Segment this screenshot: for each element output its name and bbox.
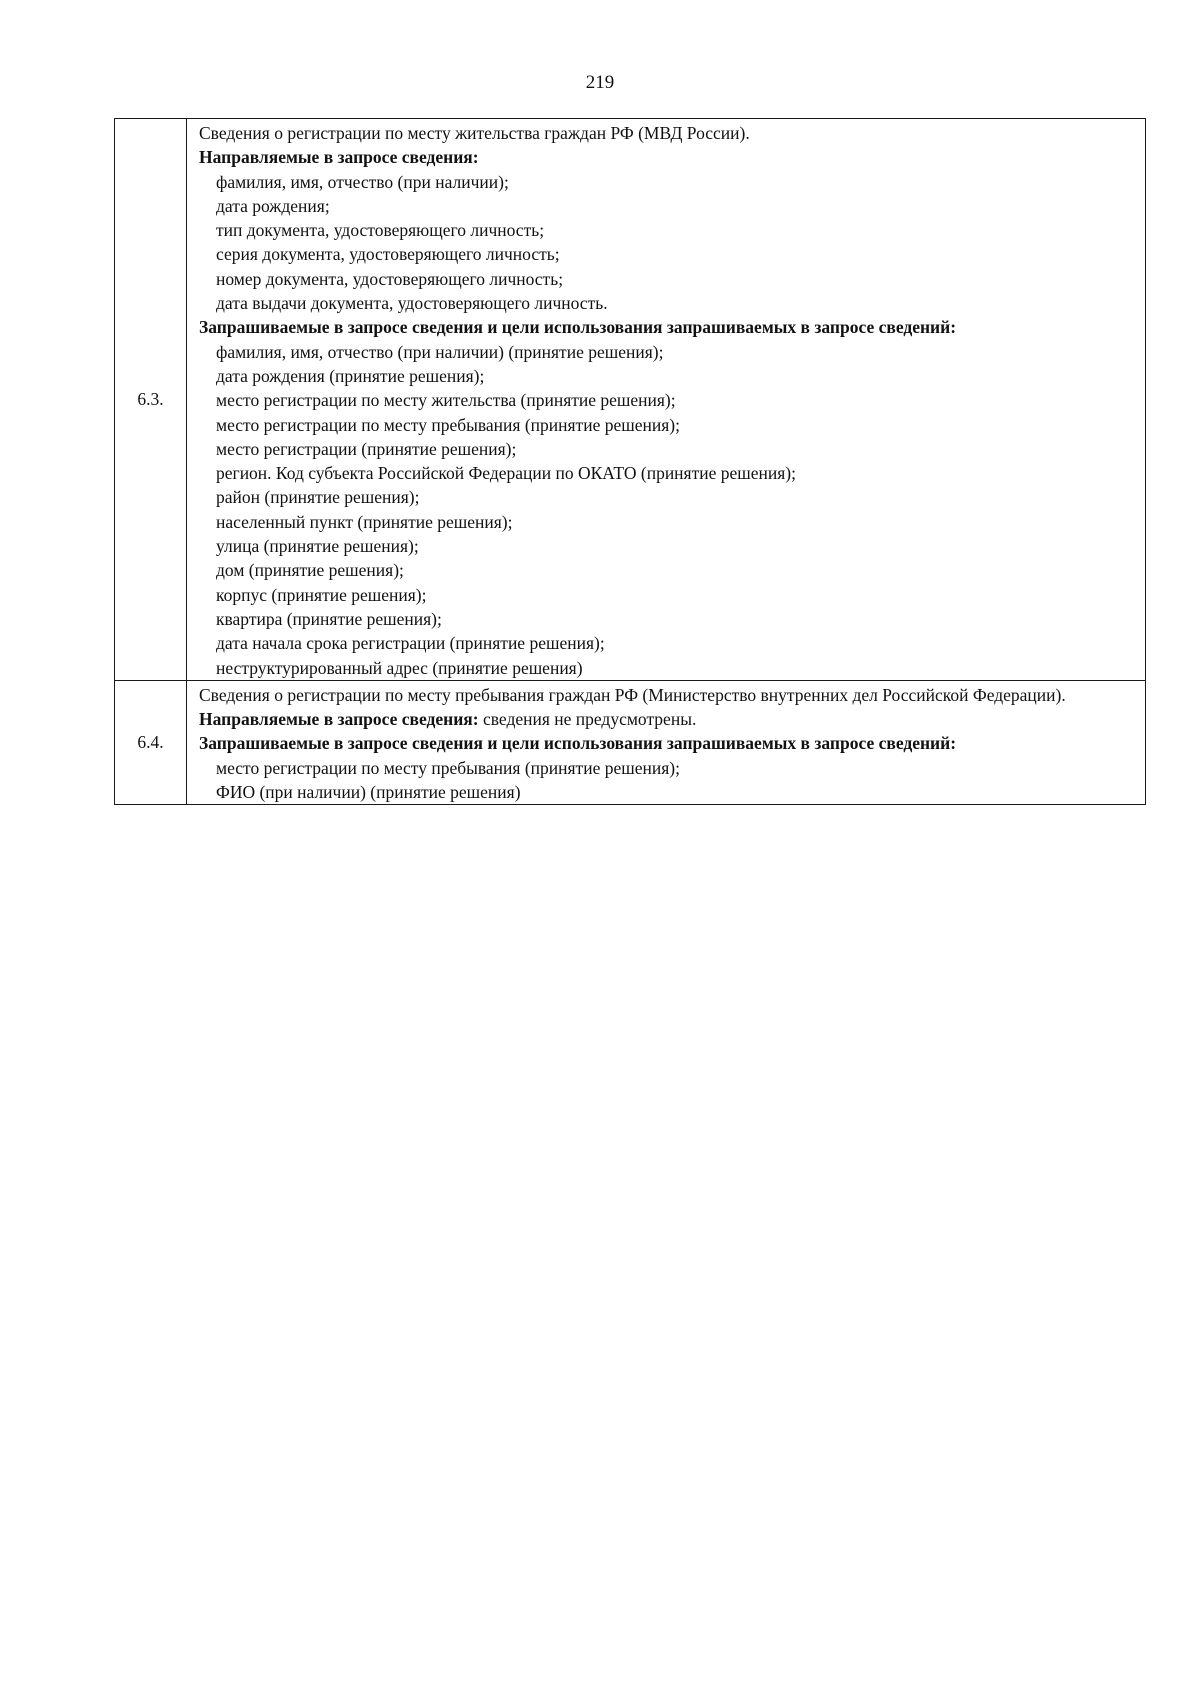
row-content — [187, 680, 1146, 804]
sent-note: сведения не предусмотрены. — [478, 709, 697, 730]
row-content — [187, 119, 1146, 681]
list-item: ФИО (при наличии) (принятие решения) — [216, 782, 521, 803]
list-item: корпус (принятие решения); — [216, 584, 427, 605]
requested-heading: Запрашиваемые в запросе сведения и цели использования запрашиваемых в запросе сведений: — [199, 733, 957, 754]
list-item: улица (принятие решения); — [216, 536, 419, 557]
list-item: населенный пункт (принятие решения); — [216, 511, 513, 532]
info-table — [114, 118, 1146, 805]
list-item: место регистрации (принятие решения); — [216, 438, 517, 459]
sent-heading: Направляемые в запросе сведения: — [199, 147, 479, 168]
list-item: дата начала срока регистрации (принятие решения); — [216, 633, 605, 654]
list-item: место регистрации по месту жительства (принятие решения); — [216, 390, 676, 411]
requested-heading: Запрашиваемые в запросе сведения и цели использования запрашиваемых в запросе сведений: — [199, 317, 957, 338]
list-item: тип документа, удостоверяющего личность; — [216, 220, 545, 241]
sent-line — [199, 707, 1135, 731]
list-item: дом (принятие решения); — [216, 560, 404, 581]
list-item: дата выдачи документа, удостоверяющего личность. — [216, 293, 608, 314]
row-number: 6.3. — [115, 119, 187, 681]
list-item: регион. Код субъекта Российской Федерации по ОКАТО (принятие решения); — [216, 463, 796, 484]
page-number: 219 — [585, 72, 615, 93]
table-row-6-3 — [115, 119, 1146, 681]
list-item: дата рождения (принятие решения); — [216, 365, 485, 386]
list-item: неструктурированный адрес (принятие решения) — [216, 657, 583, 678]
list-item: квартира (принятие решения); — [216, 608, 442, 629]
list-item: номер документа, удостоверяющего личность; — [216, 268, 564, 289]
row-title: Сведения о регистрации по месту пребывания граждан РФ (Министерство внутренних дел Российской Федерации). — [199, 684, 1066, 705]
sent-heading: Направляемые в запросе сведения: — [199, 709, 479, 730]
list-item: место регистрации по месту пребывания (принятие решения); — [216, 414, 680, 435]
list-item: место регистрации по месту пребывания (принятие решения); — [216, 757, 680, 778]
row-number: 6.4. — [115, 680, 187, 804]
list-item: фамилия, имя, отчество (при наличии); — [216, 171, 509, 192]
list-item: район (принятие решения); — [216, 487, 420, 508]
list-item: дата рождения; — [216, 195, 330, 216]
list-item: серия документа, удостоверяющего личность; — [216, 244, 560, 265]
table-row-6-4 — [115, 680, 1146, 804]
row-title: Сведения о регистрации по месту жительства граждан РФ (МВД России). — [199, 123, 750, 143]
list-item: фамилия, имя, отчество (при наличии) (принятие решения); — [216, 341, 664, 362]
